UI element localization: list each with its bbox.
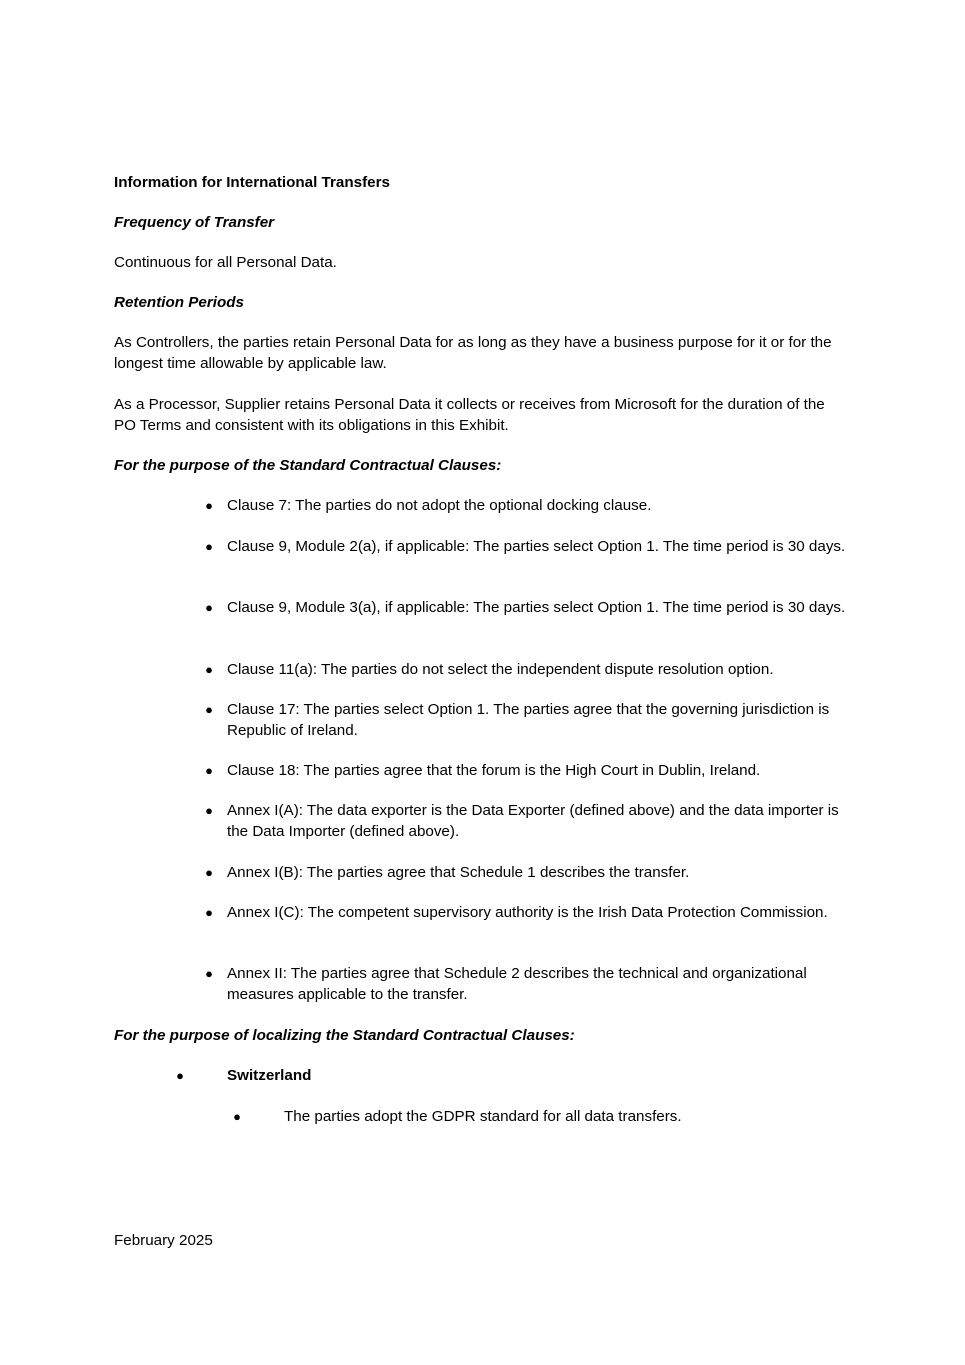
list-item-text: Annex II: The parties agree that Schedule 2 describes the technical and organizational measures applicable to the transfer. bbox=[227, 965, 807, 1003]
localizing-title: For the purpose of localizing the Standard Contractual Clauses: bbox=[114, 1027, 575, 1044]
list-item bbox=[205, 495, 847, 516]
bullet-icon: ● bbox=[233, 1109, 241, 1124]
bullet-icon: ● bbox=[205, 702, 213, 717]
list-item-switzerland bbox=[176, 1065, 827, 1086]
retention-paragraph-controllers: As Controllers, the parties retain Personal Data for as long as they have a business purpose for it or for the longest time allowable by applicable law. bbox=[114, 334, 832, 372]
list-item bbox=[205, 659, 847, 680]
list-item bbox=[205, 699, 847, 741]
list-item-text: Annex I(B): The parties agree that Schedule 1 describes the transfer. bbox=[227, 864, 690, 881]
list-item bbox=[205, 760, 847, 781]
footer-date: February 2025 bbox=[114, 1232, 213, 1249]
retention-title: Retention Periods bbox=[114, 294, 244, 311]
bullet-icon: ● bbox=[205, 600, 213, 615]
list-item-text: Clause 7: The parties do not adopt the optional docking clause. bbox=[227, 497, 652, 514]
bullet-icon: ● bbox=[176, 1068, 184, 1083]
list-item-text: Annex I(C): The competent supervisory authority is the Irish Data Protection Commission. bbox=[227, 904, 828, 921]
list-item bbox=[205, 536, 847, 557]
bullet-icon: ● bbox=[205, 539, 213, 554]
list-item-text: Clause 17: The parties select Option 1. The parties agree that the governing jurisdiction is Republic of Ireland. bbox=[227, 701, 830, 739]
list-item bbox=[205, 597, 847, 618]
bullet-icon: ● bbox=[205, 966, 213, 981]
bullet-icon: ● bbox=[205, 905, 213, 920]
page-heading: Information for International Transfers bbox=[114, 174, 390, 191]
list-item bbox=[205, 902, 847, 923]
list-item-text: Clause 18: The parties agree that the forum is the High Court in Dublin, Ireland. bbox=[227, 762, 761, 779]
list-item-sub bbox=[233, 1106, 844, 1127]
bullet-icon: ● bbox=[205, 763, 213, 778]
bullet-icon: ● bbox=[205, 498, 213, 513]
list-item-text: Clause 9, Module 3(a), if applicable: The parties select Option 1. The time period is 30 days. bbox=[227, 599, 846, 616]
list-item bbox=[205, 963, 847, 1005]
list-item bbox=[205, 862, 847, 883]
frequency-text: Continuous for all Personal Data. bbox=[114, 254, 337, 271]
bullet-icon: ● bbox=[205, 803, 213, 818]
list-item-text: Clause 11(a): The parties do not select the independent dispute resolution option. bbox=[227, 661, 774, 678]
scc-title: For the purpose of the Standard Contractual Clauses: bbox=[114, 457, 502, 474]
list-item-text: Annex I(A): The data exporter is the Data Exporter (defined above) and the data importer is the Data Importer (defined above). bbox=[227, 802, 839, 840]
frequency-title: Frequency of Transfer bbox=[114, 214, 275, 231]
retention-paragraph-processor: As a Processor, Supplier retains Personal Data it collects or receives from Microsoft for the duration of the PO Terms and consistent with its obligations in this Exhibit. bbox=[114, 396, 825, 434]
list-item-text: Clause 9, Module 2(a), if applicable: The parties select Option 1. The time period is 30 days. bbox=[227, 538, 846, 555]
list-item bbox=[205, 800, 847, 842]
country-label: Switzerland bbox=[227, 1067, 312, 1084]
bullet-icon: ● bbox=[205, 662, 213, 677]
bullet-icon: ● bbox=[205, 865, 213, 880]
sub-item-text: The parties adopt the GDPR standard for all data transfers. bbox=[284, 1108, 682, 1125]
